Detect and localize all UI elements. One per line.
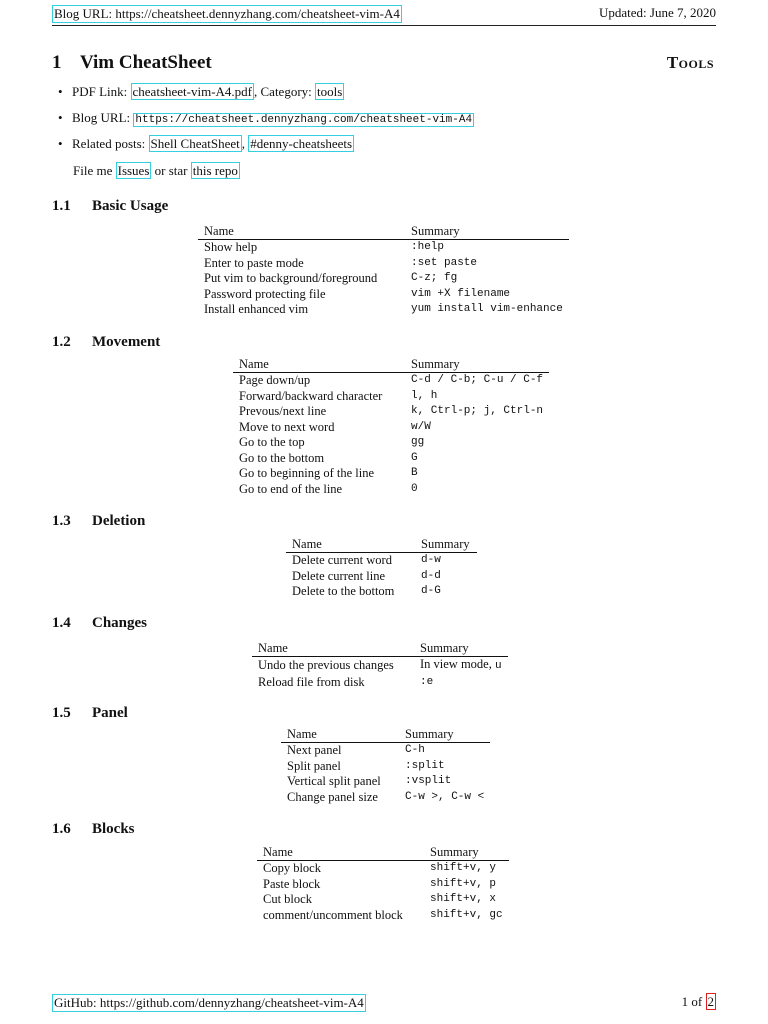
summary-column-header: Summary: [405, 357, 549, 373]
table-row: [233, 404, 549, 420]
row-name: Put vim to background/foreground: [204, 271, 378, 285]
name-column-header: Name: [257, 845, 424, 861]
row-name: Delete current word: [292, 553, 392, 567]
row-name: comment/uncomment block: [263, 907, 403, 922]
table-row: [198, 287, 569, 303]
table-row: [281, 790, 490, 806]
row-name: Enter to paste mode: [204, 255, 304, 270]
section-number: 1: [52, 52, 62, 73]
footer-github-link[interactable]: GitHub: https://github.com/dennyzhang/cheatsheet-vim-A4: [54, 995, 364, 1010]
row-name: Copy block: [263, 861, 321, 875]
subsection-title: Movement: [92, 334, 161, 350]
table-row: [198, 256, 569, 272]
row-summary: G: [411, 451, 418, 464]
row-name: Show help: [204, 240, 258, 254]
table-row: [233, 435, 549, 451]
row-summary: :split: [405, 759, 445, 772]
subsection-number: 1.5: [52, 705, 71, 721]
file-issues-line: [73, 163, 240, 179]
row-name: Forward/backward character: [239, 388, 383, 403]
name-column-header: Name: [252, 641, 414, 657]
row-name: Go to end of the line: [239, 481, 343, 496]
row-summary: C-w >, C-w <: [405, 790, 485, 803]
row-name: Go to beginning of the line: [239, 466, 375, 480]
table-row: [286, 553, 477, 569]
subsection-basic-usage: [52, 198, 168, 215]
category-link[interactable]: tools: [317, 84, 343, 99]
pdf-link[interactable]: cheatsheet-vim-A4.pdf: [132, 84, 252, 99]
page-number: [682, 994, 716, 1010]
summary-column-header: Summary: [405, 224, 569, 240]
row-summary: vim +X filename: [411, 287, 511, 300]
row-summary: d-G: [421, 585, 441, 597]
row-summary: C-z; fg: [411, 272, 458, 284]
table-header-row: [257, 845, 509, 861]
table-row: [286, 584, 477, 600]
blog-url-link[interactable]: https://cheatsheet.dennyzhang.com/cheatsheet-vim-A4: [135, 114, 473, 126]
header-blog-link[interactable]: Blog URL: https://cheatsheet.dennyzhang.com/cheatsheet-vim-A4: [54, 6, 400, 21]
row-name: Reload file from disk: [258, 674, 365, 689]
summary-column-header: Summary: [415, 537, 477, 553]
section-category: Tools: [666, 53, 714, 72]
table-row: [257, 892, 509, 908]
subsection-number: 1.1: [52, 198, 71, 214]
row-name: Go to the bottom: [239, 450, 325, 465]
table-row: [257, 908, 509, 924]
subsection-number: 1.4: [52, 615, 71, 631]
blog-url-label: Blog URL:: [72, 110, 134, 125]
row-summary: B: [411, 467, 418, 479]
subsection-blocks: [52, 821, 135, 838]
table-row: [233, 466, 549, 482]
category-label: , Category:: [254, 84, 316, 99]
table-header-row: [252, 641, 508, 657]
table-row: [198, 240, 569, 256]
row-name: Cut block: [263, 892, 312, 906]
table-header-row: [286, 537, 477, 553]
row-name: Go to the top: [239, 435, 305, 449]
summary-column-header: Summary: [399, 727, 490, 743]
subsection-title: Deletion: [92, 513, 146, 529]
table-row: [233, 373, 549, 389]
denny-cheatsheets-link[interactable]: #denny-cheatsheets: [250, 136, 353, 151]
pdf-link-item: [52, 83, 474, 109]
movement-table: [233, 357, 549, 497]
section-title-text: Vim CheatSheet: [80, 52, 212, 73]
row-name: Password protecting file: [204, 286, 326, 301]
name-column-header: Name: [198, 224, 405, 240]
row-summary: shift+v, x: [430, 893, 497, 905]
table-row: [233, 389, 549, 405]
table-row: [281, 774, 490, 790]
blocks-table: [257, 845, 509, 923]
summary-column-header: Summary: [414, 641, 508, 657]
row-summary: 0: [411, 482, 418, 495]
deletion-table: [286, 537, 477, 600]
row-name: Delete to the bottom: [292, 584, 395, 598]
row-summary: w/W: [411, 420, 431, 433]
row-name: Vertical split panel: [287, 774, 381, 788]
info-bullet-list: [52, 83, 474, 161]
row-name: Paste block: [263, 876, 321, 891]
row-name: Install enhanced vim: [204, 302, 309, 316]
row-summary: C-d / C-b; C-u / C-f: [411, 374, 544, 386]
related-posts-item: [52, 135, 474, 161]
section-title: [52, 52, 212, 74]
table-header-row: [198, 224, 569, 240]
subsection-changes: [52, 615, 147, 632]
subsection-title: Basic Usage: [92, 198, 169, 214]
repo-link[interactable]: this repo: [192, 163, 238, 178]
name-column-header: Name: [286, 537, 415, 553]
table-row: [233, 420, 549, 436]
subsection-number: 1.2: [52, 334, 71, 350]
related-separator: ,: [241, 136, 249, 151]
row-name: Split panel: [287, 758, 341, 773]
pdf-link-label: PDF Link:: [72, 84, 131, 99]
row-name: Page down/up: [239, 373, 311, 387]
table-row: [252, 657, 508, 675]
row-summary: l, h: [411, 389, 438, 402]
row-summary: :help: [411, 241, 445, 253]
subsection-title: Panel: [92, 705, 128, 721]
table-row: [233, 482, 549, 498]
subsection-number: 1.3: [52, 513, 71, 529]
name-column-header: Name: [281, 727, 399, 743]
table-row: [233, 451, 549, 467]
blog-url-item: [52, 109, 474, 135]
panel-table: [281, 727, 490, 805]
row-summary: :vsplit: [405, 775, 452, 787]
table-row: [198, 302, 569, 318]
row-summary: :e: [420, 675, 434, 688]
table-row: [257, 877, 509, 893]
related-posts-label: Related posts:: [72, 136, 149, 151]
subsection-title: Changes: [92, 615, 148, 631]
changes-table: [252, 641, 508, 690]
subsection-title: Blocks: [92, 821, 135, 837]
name-column-header: Name: [233, 357, 405, 373]
file-me-text: File me: [73, 163, 116, 178]
row-summary: [414, 657, 508, 675]
row-summary-code: u: [494, 660, 502, 672]
row-summary: d-w: [421, 554, 441, 566]
row-name: Prevous/next line: [239, 404, 327, 418]
row-summary: C-h: [405, 744, 425, 756]
row-summary: shift+v, gc: [430, 908, 503, 921]
table-row: [281, 759, 490, 775]
or-star-text: or star: [151, 163, 191, 178]
row-summary-text: In view mode,: [420, 657, 495, 671]
basic-usage-table: [198, 224, 569, 318]
table-row: [286, 569, 477, 585]
shell-cheatsheet-link[interactable]: Shell CheatSheet: [150, 136, 240, 151]
header-updated-date: Updated: June 7, 2020: [599, 5, 716, 20]
total-pages-link[interactable]: 2: [707, 994, 714, 1009]
row-name: Undo the previous changes: [258, 658, 394, 672]
subsection-deletion: [52, 513, 145, 530]
row-summary: :set paste: [411, 256, 478, 269]
table-header-row: [233, 357, 549, 373]
row-summary: yum install vim-enhance: [411, 303, 563, 315]
issues-link[interactable]: Issues: [117, 163, 150, 178]
table-row: [198, 271, 569, 287]
summary-column-header: Summary: [424, 845, 509, 861]
page-header: [52, 5, 716, 26]
row-name: Delete current line: [292, 568, 386, 583]
row-summary: gg: [411, 436, 425, 448]
row-name: Change panel size: [287, 789, 378, 804]
row-summary: shift+v, p: [430, 877, 497, 890]
subsection-number: 1.6: [52, 821, 71, 837]
subsection-movement: [52, 334, 160, 351]
row-summary: k, Ctrl-p; j, Ctrl-n: [411, 405, 544, 417]
row-name: Move to next word: [239, 419, 335, 434]
table-row: [252, 675, 508, 691]
row-summary: shift+v, y: [430, 862, 497, 874]
table-header-row: [281, 727, 490, 743]
page-number-prefix: 1 of: [681, 994, 706, 1009]
table-row: [281, 743, 490, 759]
table-row: [257, 861, 509, 877]
subsection-panel: [52, 705, 128, 722]
row-summary: d-d: [421, 569, 441, 582]
row-name: Next panel: [287, 743, 342, 757]
